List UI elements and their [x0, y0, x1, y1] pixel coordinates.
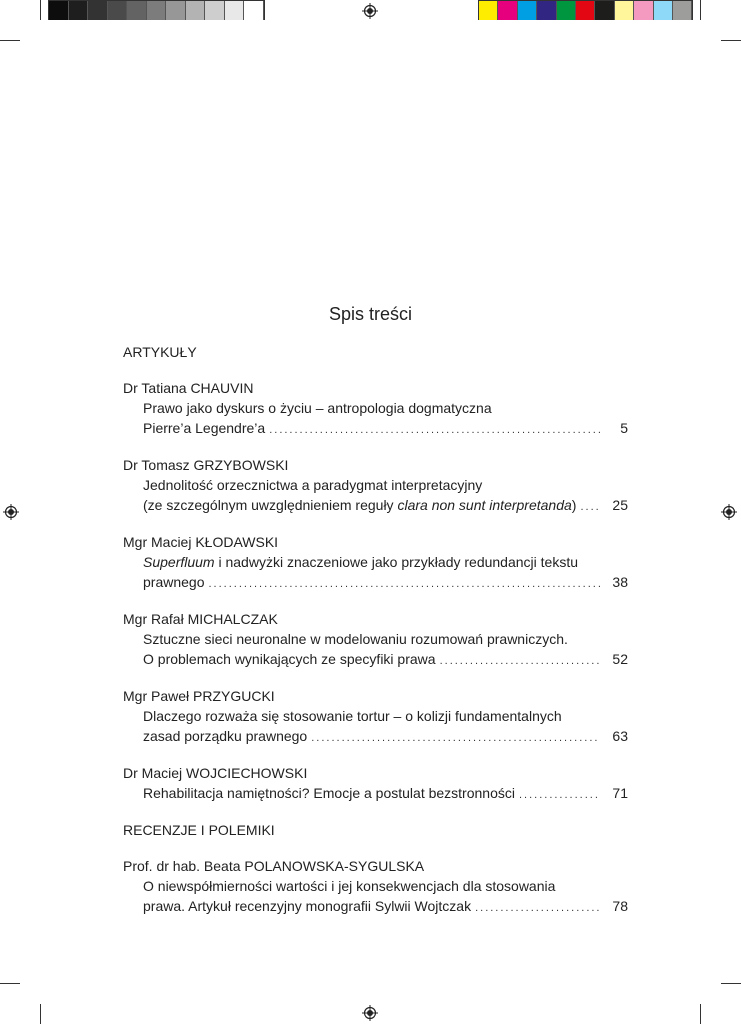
- crop-mark: [40, 1004, 41, 1024]
- entry-title-italic: clara non sunt interpretanda: [397, 497, 572, 513]
- entry-title-line: Dlaczego rozważa się stosowanie tortur – o kolizji fundamentalnych: [143, 708, 562, 724]
- section-heading-articles: ARTYKUŁY: [123, 344, 197, 360]
- page-number: 71: [612, 785, 628, 801]
- grayscale-swatch: [127, 1, 147, 20]
- dot-leader: [519, 785, 600, 805]
- color-swatch: [654, 1, 673, 20]
- entry-title-line: Prawo jako dyskurs o życiu – antropologia dogmatyczna: [143, 400, 492, 416]
- grayscale-swatch: [186, 1, 206, 20]
- dot-leader: [209, 574, 601, 594]
- dot-leader: [311, 728, 600, 748]
- entry-author: Mgr Maciej KŁODAWSKI: [123, 534, 279, 550]
- dot-leader: [269, 420, 600, 440]
- color-swatch: [537, 1, 556, 20]
- page-number: 5: [620, 420, 628, 436]
- entry-title-text: ): [571, 497, 577, 513]
- color-swatch: [634, 1, 653, 20]
- entry-author: Dr Maciej WOJCIECHOWSKI: [123, 765, 308, 781]
- crop-mark: [40, 0, 41, 20]
- entry-author: Dr Tatiana CHAUVIN: [123, 380, 254, 396]
- entry-author: Mgr Paweł PRZYGUCKI: [123, 688, 275, 704]
- page-number: 63: [612, 728, 628, 744]
- page-title: Spis treści: [328, 304, 413, 324]
- grayscale-swatch: [69, 1, 89, 20]
- toc-entry: [123, 856, 628, 918]
- grayscale-swatch: [49, 1, 69, 20]
- entry-title-line: Pierre’a Legendre’a: [143, 420, 266, 436]
- toc-entry: [123, 763, 628, 805]
- toc-entry: [123, 378, 628, 440]
- color-swatch: [557, 1, 576, 20]
- toc-entry: [123, 455, 628, 517]
- color-swatch: [498, 1, 517, 20]
- entry-title-line: zasad porządku prawnego: [143, 728, 308, 744]
- dot-leader: [440, 651, 600, 671]
- entry-title-line: prawa. Artykuł recenzyjny monografii Sylwii Wojtczak: [143, 898, 472, 914]
- page-number: 52: [612, 651, 628, 667]
- entry-title-text: i nadwyżki znaczeniowe jako przykłady redundancji tekstu: [214, 554, 578, 570]
- page-number: 78: [612, 898, 628, 914]
- entry-title-line: O niewspółmierności wartości i jej konsekwencjach dla stosowania: [143, 878, 556, 894]
- registration-mark-icon: [3, 504, 19, 520]
- color-calibration-bar: [478, 0, 693, 20]
- color-swatch: [595, 1, 614, 20]
- grayscale-swatch: [147, 1, 167, 20]
- color-swatch: [615, 1, 634, 20]
- grayscale-calibration-bar: [48, 0, 265, 20]
- color-swatch: [673, 1, 692, 20]
- toc-entry: [123, 609, 628, 671]
- dot-leader: [580, 497, 600, 517]
- toc-entry: [123, 686, 628, 748]
- entry-title-line: prawnego: [143, 574, 205, 590]
- entry-title-italic: Superfluum: [143, 554, 215, 570]
- table-of-contents: [123, 342, 628, 933]
- entry-title-text: (ze szczególnym uwzględnieniem reguły: [143, 497, 398, 513]
- page-number: 38: [612, 574, 628, 590]
- page-number: 25: [612, 497, 628, 513]
- crop-mark: [700, 1004, 701, 1024]
- crop-mark: [700, 0, 701, 20]
- crop-mark: [0, 40, 20, 41]
- entry-title-line: Sztuczne sieci neuronalne w modelowaniu rozumowań prawniczych.: [143, 631, 568, 647]
- section-heading-reviews: RECENZJE I POLEMIKI: [123, 822, 275, 838]
- entry-title-line: [143, 495, 576, 515]
- toc-entry: [123, 532, 628, 594]
- grayscale-swatch: [225, 1, 245, 20]
- grayscale-swatch: [244, 1, 264, 20]
- entry-author: Mgr Rafał MICHALCZAK: [123, 611, 278, 627]
- crop-mark: [0, 983, 20, 984]
- entry-title-line: Jednolitość orzecznictwa a paradygmat interpretacyjny: [143, 477, 483, 493]
- registration-mark-icon: [362, 1005, 378, 1021]
- registration-mark-icon: [721, 504, 737, 520]
- crop-mark: [721, 983, 741, 984]
- entry-title-line: Rehabilitacja namiętności? Emocje a postulat bezstronności: [143, 785, 515, 801]
- dot-leader: [475, 898, 600, 918]
- grayscale-swatch: [108, 1, 128, 20]
- color-swatch: [576, 1, 595, 20]
- grayscale-swatch: [166, 1, 186, 20]
- entry-title-line: [123, 552, 628, 572]
- grayscale-swatch: [205, 1, 225, 20]
- color-swatch: [479, 1, 498, 20]
- registration-mark-icon: [362, 3, 378, 19]
- entry-author: Dr Tomasz GRZYBOWSKI: [123, 457, 289, 473]
- grayscale-swatch: [88, 1, 108, 20]
- entry-title-line: O problemach wynikających ze specyfiki prawa: [143, 651, 436, 667]
- color-swatch: [518, 1, 537, 20]
- crop-mark: [721, 40, 741, 41]
- entry-author: Prof. dr hab. Beata POLANOWSKA-SYGULSKA: [123, 858, 425, 874]
